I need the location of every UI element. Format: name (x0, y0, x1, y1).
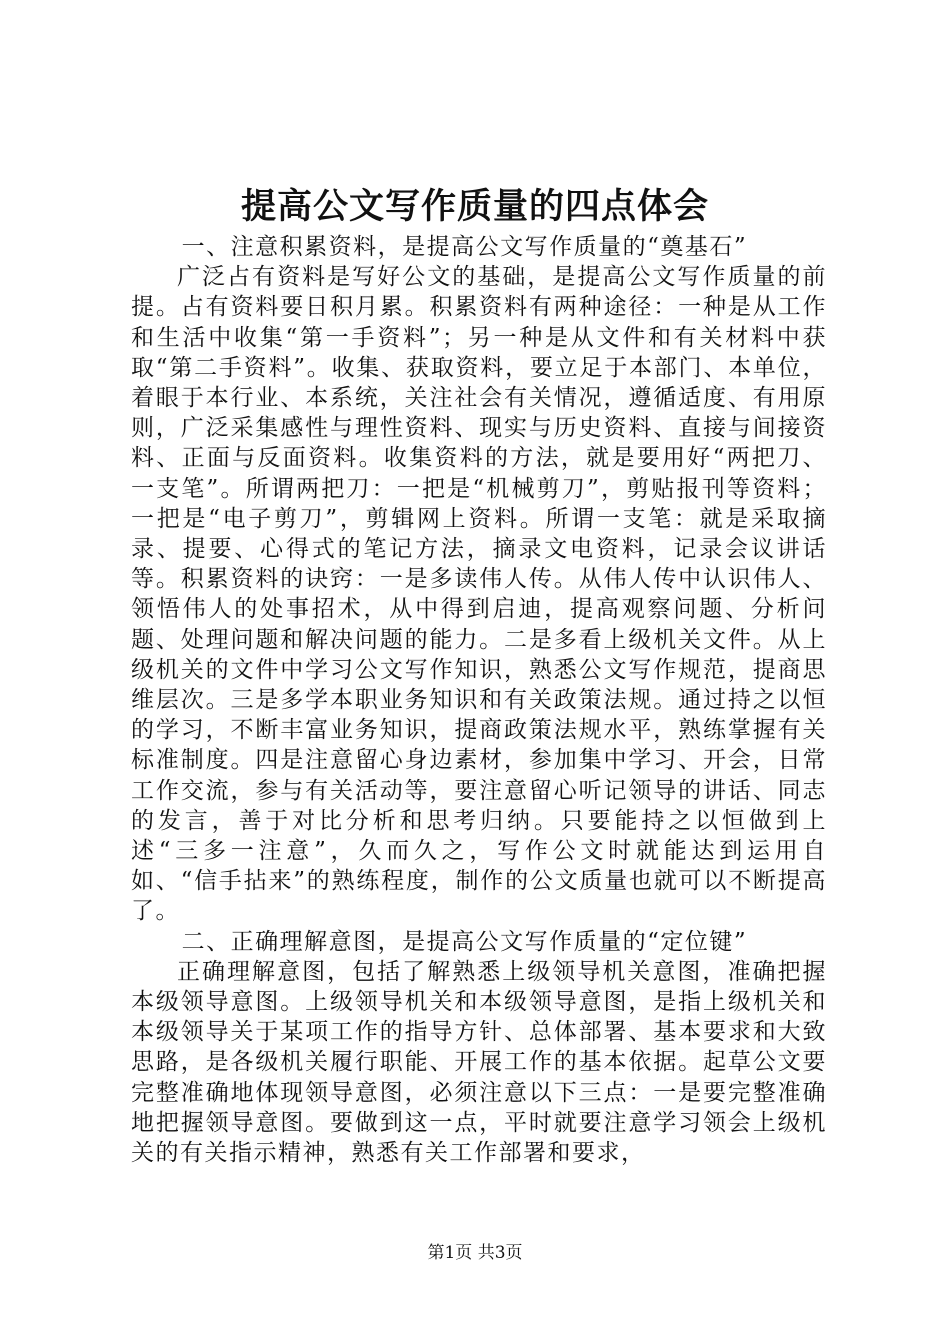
section-heading-1: 一、注意积累资料，是提高公文写作质量的“奠基石” (181, 234, 748, 260)
document-title: 提高公文写作质量的四点体会 (240, 186, 709, 227)
section-heading-2: 二、正确理解意图，是提高公文写作质量的“定位键” (181, 928, 748, 955)
body-paragraph-1: 广泛占有资料是写好公文的基础，是提高公文写作质量的前提。占有资料要日积月累。积累资料有两种途径：一种是从工作和生活中收集“第一手资料”；另一种是从文件和有关材料中获取“第二手资料”。收集、获取资料，要立足于本部门、本单位，着眼于本行业、本系统，关注社会有关情况，遵循适度、有用原则，广泛采集感性与理性资料、现实与历史资料、直接与间接资料、正面与反面资料。收集资料的方法，就是要用好“两把刀、一支笔”。所谓两把刀：一把是“机械剪刀”，剪贴报刊等资料；一把是“电子剪刀”，剪辑网上资料。所谓一支笔：就是采取摘录、提要、心得式的笔记方法，摘录文电资料，记录会议讲话等。积累资料的诀窍：一是多读伟人传。从伟人传中认识伟人、领悟伟人的处事招术，从中得到启迪，提高观察问题、分析问题、处理问题和解决问题的能力。二是多看上级机关文件。从上级机关的文件中学习公文写作知识，熟悉公文写作规范，提商思维层次。三是多学本职业务知识和有关政策法规。通过持之以恒的学习，不断丰富业务知识，提商政策法规水平，熟练掌握有关标准制度。四是注意留心身边素材，参加集中学习、开会，日常工作交流，参与有关活动等，要注意留心听记领导的讲话、同志的发言，善于对比分析和思考归纳。只要能持之以恒做到上述“三多一注意”，久而久之，写作公文时就能达到运用自如、“信手拈来”的熟练程度，制作的公文质量也就可以不断提高了。 (131, 264, 827, 925)
document-body (131, 232, 827, 1168)
page-number-indicator: 第1页 共3页 (427, 1243, 523, 1263)
page-footer (0, 1240, 950, 1266)
body-paragraph-2: 正确理解意图，包括了解熟悉上级领导机关意图，准确把握本级领导意图。上级领导机关和本级领导意图，是指上级机关和本级领导关于某项工作的指导方针、总体部署、基本要求和大致思路，是各级机关履行职能、开展工作的基本依据。起草公文要完整准确地体现领导意图，必须注意以下三点：一是要完整准确地把握领导意图。要做到这一点，平时就要注意学习领会上级机关的有关指示精神，熟悉有关工作部署和要求， (131, 958, 827, 1167)
